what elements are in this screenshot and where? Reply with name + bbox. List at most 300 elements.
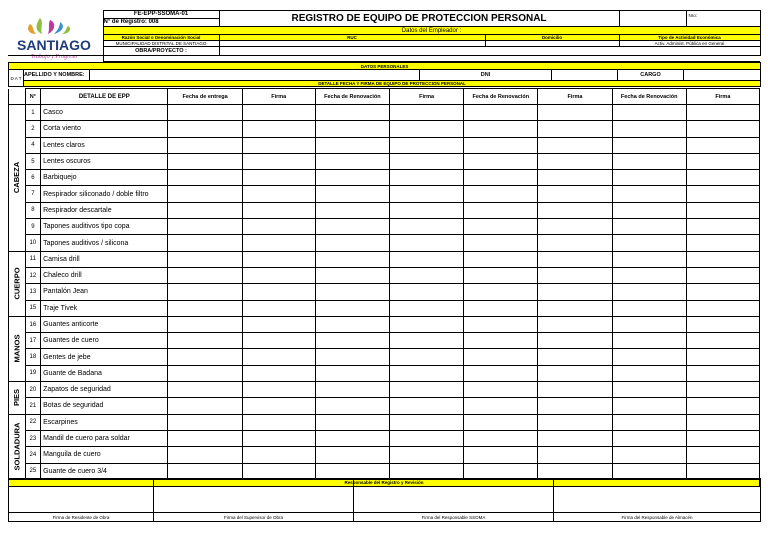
renovacion-cell[interactable] xyxy=(612,137,686,153)
header-table xyxy=(8,10,761,62)
table-row xyxy=(9,267,760,283)
signature-table xyxy=(8,478,761,522)
firma-cell[interactable] xyxy=(538,186,612,202)
renovacion-cell[interactable] xyxy=(315,333,389,349)
renovacion-cell[interactable] xyxy=(464,300,538,316)
firma-cell[interactable] xyxy=(686,219,759,235)
group-label: PIES xyxy=(12,389,22,407)
form-code: FE-EPP-SSOMA-01 xyxy=(103,11,219,19)
col-renovacion-1: Fecha de Renovación xyxy=(315,89,389,105)
firma-cell[interactable] xyxy=(389,447,463,463)
firma-cell[interactable] xyxy=(242,235,315,251)
firma-cell[interactable] xyxy=(389,316,463,332)
firma-cell[interactable] xyxy=(538,463,612,479)
renovacion-cell[interactable] xyxy=(315,219,389,235)
fecha-entrega-cell[interactable] xyxy=(168,349,242,365)
firma-cell[interactable] xyxy=(389,414,463,430)
renovacion-cell[interactable] xyxy=(612,398,686,414)
dni-value[interactable] xyxy=(552,70,618,81)
firma-cell[interactable] xyxy=(242,105,315,121)
firma-cell[interactable] xyxy=(538,349,612,365)
group-label: MANOS xyxy=(12,334,22,363)
item-number: 21 xyxy=(25,398,41,414)
group-label-cell xyxy=(9,382,26,415)
renovacion-cell[interactable] xyxy=(315,105,389,121)
item-name: Lentes oscuros xyxy=(41,153,168,169)
renovacion-cell[interactable] xyxy=(315,267,389,283)
renovacion-cell[interactable] xyxy=(464,170,538,186)
renovacion-cell[interactable] xyxy=(315,186,389,202)
item-number: 12 xyxy=(25,267,41,283)
renovacion-cell[interactable] xyxy=(315,137,389,153)
table-row xyxy=(9,365,760,381)
razon-social-value: MUNICIPALIDAD DISTRITAL DE SANTIAGO xyxy=(103,41,219,47)
firma-cell[interactable] xyxy=(686,202,759,218)
signature-label-ssoma: Firma del Responsable SSOMA xyxy=(354,513,554,522)
firma-cell[interactable] xyxy=(686,430,759,446)
table-row xyxy=(9,153,760,169)
table-row xyxy=(9,463,760,479)
firma-cell[interactable] xyxy=(242,414,315,430)
table-row xyxy=(9,398,760,414)
actividad-value: Activ. Administ. Pública en General xyxy=(619,41,760,47)
item-name: Respirador siliconado / doble filtro xyxy=(41,186,168,202)
fecha-entrega-cell[interactable] xyxy=(168,202,242,218)
fecha-entrega-cell[interactable] xyxy=(168,170,242,186)
firma-cell[interactable] xyxy=(389,137,463,153)
group-label-cell xyxy=(9,414,26,479)
renovacion-cell[interactable] xyxy=(315,463,389,479)
renovacion-cell[interactable] xyxy=(315,300,389,316)
item-number: 8 xyxy=(25,202,41,218)
item-number: 2 xyxy=(25,121,41,137)
firma-cell[interactable] xyxy=(538,333,612,349)
firma-cell[interactable] xyxy=(242,121,315,137)
side-label-dat: D A T xyxy=(9,70,24,87)
firma-cell[interactable] xyxy=(538,398,612,414)
renovacion-cell[interactable] xyxy=(612,121,686,137)
firma-cell[interactable] xyxy=(686,349,759,365)
renovacion-cell[interactable] xyxy=(315,251,389,267)
fecha-entrega-cell[interactable] xyxy=(168,284,242,300)
firma-cell[interactable] xyxy=(242,316,315,332)
table-row xyxy=(9,137,760,153)
table-row xyxy=(9,202,760,218)
item-name: Guantes de cuero xyxy=(41,333,168,349)
obra-label: OBRA/PROYECTO : xyxy=(103,47,219,56)
firma-cell[interactable] xyxy=(242,349,315,365)
firma-cell[interactable] xyxy=(686,447,759,463)
fecha-entrega-cell[interactable] xyxy=(168,430,242,446)
firma-cell[interactable] xyxy=(242,267,315,283)
firma-cell[interactable] xyxy=(242,251,315,267)
firma-cell[interactable] xyxy=(242,300,315,316)
renovacion-cell[interactable] xyxy=(612,153,686,169)
renovacion-cell[interactable] xyxy=(315,316,389,332)
renovacion-cell[interactable] xyxy=(612,170,686,186)
firma-cell[interactable] xyxy=(686,300,759,316)
firma-cell[interactable] xyxy=(242,398,315,414)
renovacion-cell[interactable] xyxy=(315,235,389,251)
firma-cell[interactable] xyxy=(538,365,612,381)
item-name: Traje Tivek xyxy=(41,300,168,316)
item-name: Chaleco drill xyxy=(41,267,168,283)
item-name: Mandil de cuero para soldar xyxy=(41,430,168,446)
fecha-entrega-cell[interactable] xyxy=(168,316,242,332)
razon-social-header: Razón Social o Denominación Social xyxy=(103,35,219,41)
renovacion-cell[interactable] xyxy=(315,349,389,365)
firma-cell[interactable] xyxy=(538,105,612,121)
table-row xyxy=(9,186,760,202)
item-number: 10 xyxy=(25,235,41,251)
signature-label-almacen: Firma del Responsable de Almacén xyxy=(554,513,761,522)
item-number: 9 xyxy=(25,219,41,235)
responsable-label: Responsable del Registro y Revisión xyxy=(9,479,760,486)
table-row xyxy=(9,170,760,186)
table-row xyxy=(9,251,760,267)
firma-cell[interactable] xyxy=(242,137,315,153)
firma-cell[interactable] xyxy=(389,463,463,479)
renovacion-cell[interactable] xyxy=(464,333,538,349)
renovacion-cell[interactable] xyxy=(464,251,538,267)
col-renovacion-2: Fecha de Renovación xyxy=(464,89,538,105)
firma-cell[interactable] xyxy=(389,170,463,186)
item-name: Barbiquejo xyxy=(41,170,168,186)
fecha-entrega-cell[interactable] xyxy=(168,267,242,283)
table-row xyxy=(9,219,760,235)
renovacion-cell[interactable] xyxy=(464,398,538,414)
signature-label-residente: Firma de Residente de Obra xyxy=(9,513,154,522)
firma-cell[interactable] xyxy=(389,186,463,202)
renovacion-cell[interactable] xyxy=(612,235,686,251)
firma-cell[interactable] xyxy=(686,121,759,137)
fecha-entrega-cell[interactable] xyxy=(168,463,242,479)
signature-box-almacen[interactable] xyxy=(554,479,761,513)
fecha-entrega-cell[interactable] xyxy=(168,153,242,169)
item-name: Respirador descartale xyxy=(41,202,168,218)
dni-label: DNI xyxy=(420,70,552,81)
firma-cell[interactable] xyxy=(389,219,463,235)
table-row xyxy=(9,235,760,251)
apellido-label: APELLIDO Y NOMBRE: xyxy=(24,70,90,81)
renovacion-cell[interactable] xyxy=(315,202,389,218)
form-title: REGISTRO DE EQUIPO DE PROTECCION PERSONAL xyxy=(219,11,619,27)
firma-cell[interactable] xyxy=(389,105,463,121)
item-number: 22 xyxy=(25,414,41,430)
item-number: 17 xyxy=(25,333,41,349)
item-name: Zapatos de seguridad xyxy=(41,382,168,398)
personal-data-table xyxy=(8,62,761,87)
firma-cell[interactable] xyxy=(389,121,463,137)
actividad-header: Tipo de Actividad Económica xyxy=(619,35,760,41)
item-number: 23 xyxy=(25,430,41,446)
renovacion-cell[interactable] xyxy=(464,186,538,202)
renovacion-cell[interactable] xyxy=(612,300,686,316)
item-name: Manguila de cuero xyxy=(41,447,168,463)
col-n: N° xyxy=(25,89,41,105)
firma-cell[interactable] xyxy=(389,398,463,414)
firma-cell[interactable] xyxy=(389,235,463,251)
fecha-entrega-cell[interactable] xyxy=(168,365,242,381)
epp-header-row xyxy=(9,89,760,105)
firma-cell[interactable] xyxy=(686,267,759,283)
firma-cell[interactable] xyxy=(538,316,612,332)
item-name: Corta viento xyxy=(41,121,168,137)
item-number: 20 xyxy=(25,382,41,398)
apellido-value[interactable] xyxy=(90,70,420,81)
renovacion-cell[interactable] xyxy=(612,202,686,218)
renovacion-cell[interactable] xyxy=(315,284,389,300)
item-name: Guante de cuero 3/4 xyxy=(41,463,168,479)
renovacion-cell[interactable] xyxy=(612,430,686,446)
logo-subtext: Trabajo y Progreso xyxy=(30,54,78,60)
item-number: 25 xyxy=(25,463,41,479)
fecha-entrega-cell[interactable] xyxy=(168,186,242,202)
fecha-entrega-cell[interactable] xyxy=(168,121,242,137)
renovacion-cell[interactable] xyxy=(612,219,686,235)
renovacion-cell[interactable] xyxy=(464,349,538,365)
item-number: 18 xyxy=(25,349,41,365)
renovacion-cell[interactable] xyxy=(612,333,686,349)
firma-cell[interactable] xyxy=(538,284,612,300)
signature-label-supervisor: Firma del Supervisor de Obra xyxy=(154,513,354,522)
renovacion-cell[interactable] xyxy=(464,235,538,251)
firma-cell[interactable] xyxy=(686,382,759,398)
renovacion-cell[interactable] xyxy=(612,251,686,267)
col-renovacion-3: Fecha de Renovación xyxy=(612,89,686,105)
renovacion-cell[interactable] xyxy=(315,365,389,381)
firma-cell[interactable] xyxy=(538,137,612,153)
group-label: CABEZA xyxy=(12,162,22,194)
col-firma-3: Firma xyxy=(538,89,612,105)
firma-cell[interactable] xyxy=(242,170,315,186)
firma-cell[interactable] xyxy=(538,447,612,463)
col-firma-4: Firma xyxy=(686,89,759,105)
col-firma-1: Firma xyxy=(242,89,315,105)
firma-cell[interactable] xyxy=(538,430,612,446)
fecha-entrega-cell[interactable] xyxy=(168,137,242,153)
table-row xyxy=(9,333,760,349)
obra-value[interactable] xyxy=(219,47,760,56)
renovacion-cell[interactable] xyxy=(315,153,389,169)
renovacion-cell[interactable] xyxy=(315,121,389,137)
fecha-entrega-cell[interactable] xyxy=(168,333,242,349)
firma-cell[interactable] xyxy=(242,430,315,446)
renovacion-cell[interactable] xyxy=(464,447,538,463)
firma-cell[interactable] xyxy=(242,202,315,218)
renovacion-cell[interactable] xyxy=(315,398,389,414)
firma-cell[interactable] xyxy=(389,365,463,381)
firma-cell[interactable] xyxy=(686,186,759,202)
firma-cell[interactable] xyxy=(686,316,759,332)
table-row xyxy=(9,447,760,463)
firma-cell[interactable] xyxy=(686,398,759,414)
firma-cell[interactable] xyxy=(686,235,759,251)
firma-cell[interactable] xyxy=(686,105,759,121)
renovacion-cell[interactable] xyxy=(464,463,538,479)
firma-cell[interactable] xyxy=(242,153,315,169)
firma-cell[interactable] xyxy=(538,170,612,186)
renovacion-cell[interactable] xyxy=(315,414,389,430)
fecha-entrega-cell[interactable] xyxy=(168,414,242,430)
item-number: 24 xyxy=(25,447,41,463)
item-name: Pantalón Jean xyxy=(41,284,168,300)
renovacion-cell[interactable] xyxy=(464,430,538,446)
item-name: Tapones auditivos tipo copa xyxy=(41,219,168,235)
table-row xyxy=(9,349,760,365)
logo-text: SANTIAGO xyxy=(17,37,91,53)
firma-cell[interactable] xyxy=(242,284,315,300)
table-row xyxy=(9,430,760,446)
renovacion-cell[interactable] xyxy=(464,382,538,398)
firma-cell[interactable] xyxy=(389,267,463,283)
firma-cell[interactable] xyxy=(389,284,463,300)
firma-cell[interactable] xyxy=(242,463,315,479)
renovacion-cell[interactable] xyxy=(612,447,686,463)
item-number: 1 xyxy=(25,105,41,121)
renovacion-cell[interactable] xyxy=(464,365,538,381)
fecha-entrega-cell[interactable] xyxy=(168,251,242,267)
item-number: 6 xyxy=(25,170,41,186)
cargo-value[interactable] xyxy=(684,70,761,81)
firma-cell[interactable] xyxy=(686,365,759,381)
fecha-entrega-cell[interactable] xyxy=(168,398,242,414)
firma-cell[interactable] xyxy=(389,202,463,218)
firma-cell[interactable] xyxy=(242,186,315,202)
firma-cell[interactable] xyxy=(389,251,463,267)
firma-cell[interactable] xyxy=(538,382,612,398)
group-label-cell xyxy=(9,316,26,381)
fecha-entrega-cell[interactable] xyxy=(168,300,242,316)
renovacion-cell[interactable] xyxy=(612,267,686,283)
firma-cell[interactable] xyxy=(389,430,463,446)
renovacion-cell[interactable] xyxy=(612,414,686,430)
renovacion-cell[interactable] xyxy=(612,105,686,121)
firma-cell[interactable] xyxy=(538,153,612,169)
item-number: 11 xyxy=(25,251,41,267)
firma-cell[interactable] xyxy=(389,382,463,398)
item-number: 5 xyxy=(25,153,41,169)
firma-cell[interactable] xyxy=(686,284,759,300)
epp-table xyxy=(8,88,760,487)
datos-personales-label: DATOS PERSONALES xyxy=(9,63,761,70)
item-number: 13 xyxy=(25,284,41,300)
firma-cell[interactable] xyxy=(538,202,612,218)
firma-cell[interactable] xyxy=(242,219,315,235)
signature-box-ssoma[interactable] xyxy=(354,479,554,513)
firma-cell[interactable] xyxy=(686,414,759,430)
renovacion-cell[interactable] xyxy=(464,414,538,430)
renovacion-cell[interactable] xyxy=(612,316,686,332)
signature-box-residente[interactable] xyxy=(9,479,154,513)
firma-cell[interactable] xyxy=(389,300,463,316)
item-name: Escarpines xyxy=(41,414,168,430)
firma-cell[interactable] xyxy=(538,414,612,430)
item-name: Botas de seguridad xyxy=(41,398,168,414)
firma-cell[interactable] xyxy=(242,333,315,349)
fecha-entrega-cell[interactable] xyxy=(168,382,242,398)
table-row xyxy=(9,121,760,137)
table-row xyxy=(9,105,760,121)
firma-cell[interactable] xyxy=(538,219,612,235)
renovacion-cell[interactable] xyxy=(612,463,686,479)
renovacion-cell[interactable] xyxy=(315,382,389,398)
firma-cell[interactable] xyxy=(389,349,463,365)
firma-cell[interactable] xyxy=(538,251,612,267)
renovacion-cell[interactable] xyxy=(315,430,389,446)
firma-cell[interactable] xyxy=(538,121,612,137)
renovacion-cell[interactable] xyxy=(612,186,686,202)
firma-cell[interactable] xyxy=(538,300,612,316)
cargo-label: CARGO xyxy=(618,70,684,81)
item-name: Guantes anticorte xyxy=(41,316,168,332)
renovacion-cell[interactable] xyxy=(464,137,538,153)
table-row xyxy=(9,284,760,300)
fecha-entrega-cell[interactable] xyxy=(168,105,242,121)
detalle-titulo: DETALLE FECHA Y FIRMA DE EQUIPO DE PROTECCION PERSONAL xyxy=(24,81,761,87)
item-number: 19 xyxy=(25,365,41,381)
firma-cell[interactable] xyxy=(242,447,315,463)
col-detalle: DETALLE DE EPP xyxy=(41,89,168,105)
renovacion-cell[interactable] xyxy=(464,267,538,283)
signature-box-supervisor[interactable] xyxy=(154,479,354,513)
firma-cell[interactable] xyxy=(686,153,759,169)
group-label: SOLDADURA xyxy=(12,422,22,471)
firma-cell[interactable] xyxy=(686,333,759,349)
renovacion-cell[interactable] xyxy=(612,349,686,365)
firma-cell[interactable] xyxy=(538,267,612,283)
firma-cell[interactable] xyxy=(686,463,759,479)
renovacion-cell[interactable] xyxy=(464,202,538,218)
renovacion-cell[interactable] xyxy=(464,121,538,137)
renovacion-cell[interactable] xyxy=(612,365,686,381)
table-row xyxy=(9,300,760,316)
fecha-entrega-cell[interactable] xyxy=(168,235,242,251)
fecha-entrega-cell[interactable] xyxy=(168,447,242,463)
renovacion-cell[interactable] xyxy=(464,284,538,300)
firma-cell[interactable] xyxy=(686,137,759,153)
item-name: Camisa drill xyxy=(41,251,168,267)
renovacion-cell[interactable] xyxy=(464,219,538,235)
renovacion-cell[interactable] xyxy=(464,316,538,332)
firma-cell[interactable] xyxy=(242,365,315,381)
table-row xyxy=(9,414,760,430)
col-fecha-entrega: Fecha de entrega xyxy=(168,89,242,105)
renovacion-cell[interactable] xyxy=(612,284,686,300)
firma-cell[interactable] xyxy=(389,333,463,349)
col-firma-2: Firma xyxy=(389,89,463,105)
firma-cell[interactable] xyxy=(686,251,759,267)
firma-cell[interactable] xyxy=(538,235,612,251)
firma-cell[interactable] xyxy=(242,382,315,398)
renovacion-cell[interactable] xyxy=(464,105,538,121)
firma-cell[interactable] xyxy=(389,153,463,169)
domicilio-header: Domicilio xyxy=(485,35,619,41)
item-name: Casco xyxy=(41,105,168,121)
item-number: 16 xyxy=(25,316,41,332)
renovacion-cell[interactable] xyxy=(315,447,389,463)
item-name: Lentes claros xyxy=(41,137,168,153)
renovacion-cell[interactable] xyxy=(464,153,538,169)
nro-field[interactable]: Nro: xyxy=(686,11,760,27)
renovacion-cell[interactable] xyxy=(315,170,389,186)
item-number: 4 xyxy=(25,137,41,153)
fecha-entrega-cell[interactable] xyxy=(168,219,242,235)
firma-cell[interactable] xyxy=(686,170,759,186)
item-number: 7 xyxy=(25,186,41,202)
renovacion-cell[interactable] xyxy=(612,382,686,398)
table-row xyxy=(9,382,760,398)
